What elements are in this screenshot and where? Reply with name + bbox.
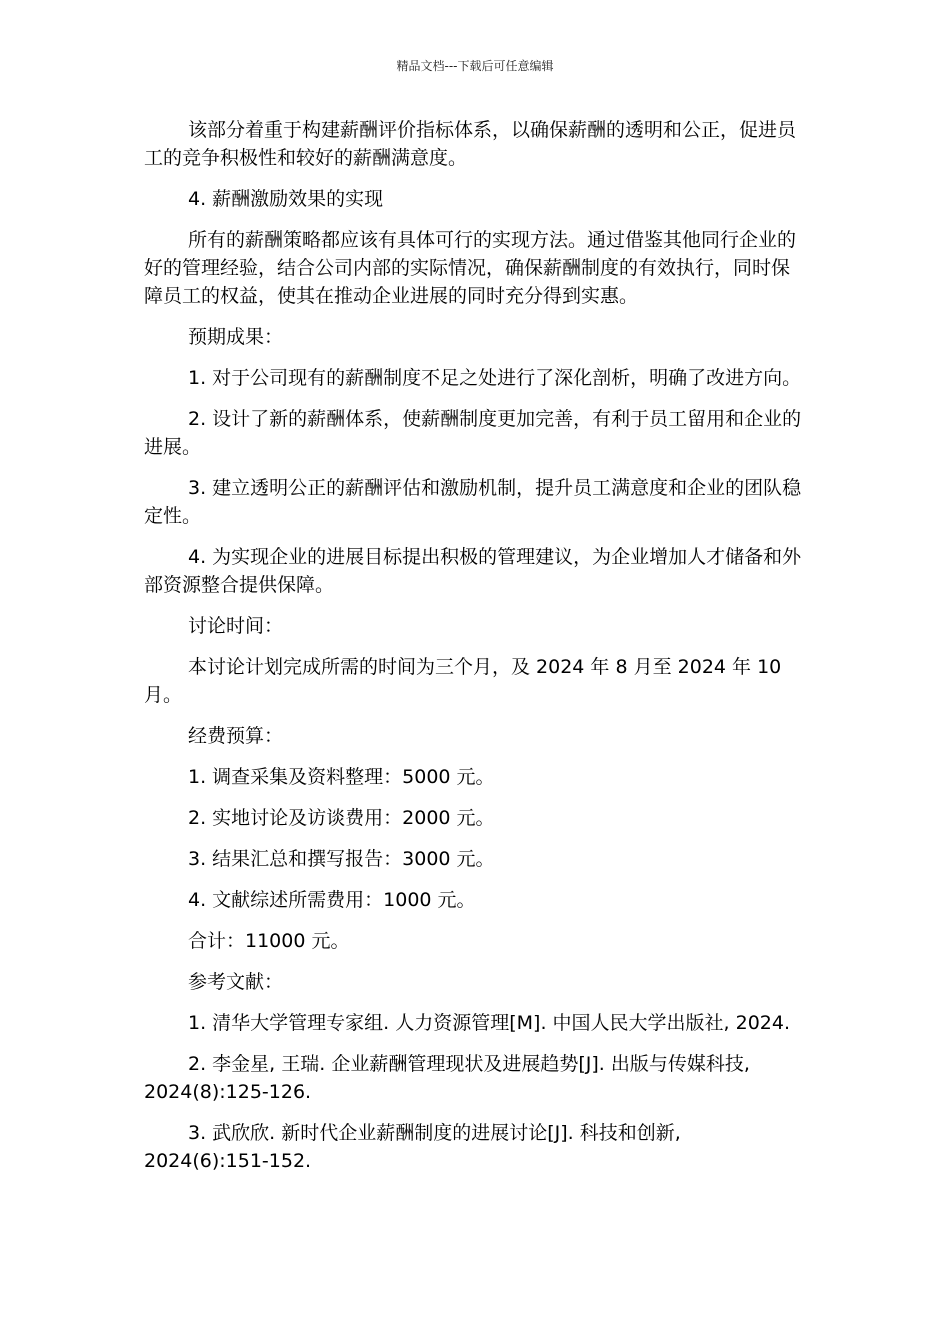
list-item-result-2: 2. 设计了新的薪酬体系，使薪酬制度更加完善，有利于员工留用和企业的进展。: [144, 408, 802, 458]
list-item-budget-1: 1. 调查采集及资料整理：5000 元。: [188, 766, 495, 788]
page-header: 精品文档---下载后可任意编辑: [396, 59, 554, 73]
section-heading-schedule: 讨论时间：: [188, 615, 284, 637]
list-item-result-4: 4. 为实现企业的进展目标提出积极的管理建议，为企业增加人才储备和外部资源整合提供保障。: [144, 546, 802, 596]
paragraph-schedule: 本讨论计划完成所需的时间为三个月，及 2024 年 8 月至 2024 年 10 月。: [144, 656, 782, 706]
section-heading-expected-results: 预期成果：: [188, 326, 284, 348]
section-heading-incentive: 4. 薪酬激励效果的实现: [188, 188, 384, 210]
paragraph-implementation: 所有的薪酬策略都应该有具体可行的实现方法。通过借鉴其他同行企业的好的管理经验，结合公司内部的实际情况，确保薪酬制度的有效执行，同时保障员工的权益，使其在推动企业进展的同时充分得到实惠。: [144, 229, 797, 307]
reference-item-2: 2. 李金星, 王瑞. 企业薪酬管理现状及进展趋势[J]. 出版与传媒科技, 2024(8):125-126.: [144, 1053, 750, 1103]
reference-item-1: 1. 清华大学管理专家组. 人力资源管理[M]. 中国人民大学出版社, 2024.: [188, 1012, 791, 1034]
list-item-budget-2: 2. 实地讨论及访谈费用：2000 元。: [188, 807, 495, 829]
reference-item-3: 3. 武欣欣. 新时代企业薪酬制度的进展讨论[J]. 科技和创新, 2024(6):151-152.: [144, 1122, 681, 1172]
list-item-budget-3: 3. 结果汇总和撰写报告：3000 元。: [188, 848, 495, 870]
document-body: [144, 116, 806, 1188]
budget-total: 合计：11000 元。: [188, 930, 350, 952]
section-heading-budget: 经费预算：: [188, 725, 284, 747]
list-item-budget-4: 4. 文献综述所需费用：1000 元。: [188, 889, 476, 911]
list-item-result-1: 1. 对于公司现有的薪酬制度不足之处进行了深化剖析，明确了改进方向。: [188, 367, 802, 389]
section-heading-references: 参考文献：: [188, 971, 284, 993]
list-item-result-3: 3. 建立透明公正的薪酬评估和激励机制，提升员工满意度和企业的团队稳定性。: [144, 477, 802, 527]
paragraph-evaluation-system: 该部分着重于构建薪酬评价指标体系，以确保薪酬的透明和公正，促进员工的竞争积极性和较好的薪酬满意度。: [144, 119, 797, 169]
